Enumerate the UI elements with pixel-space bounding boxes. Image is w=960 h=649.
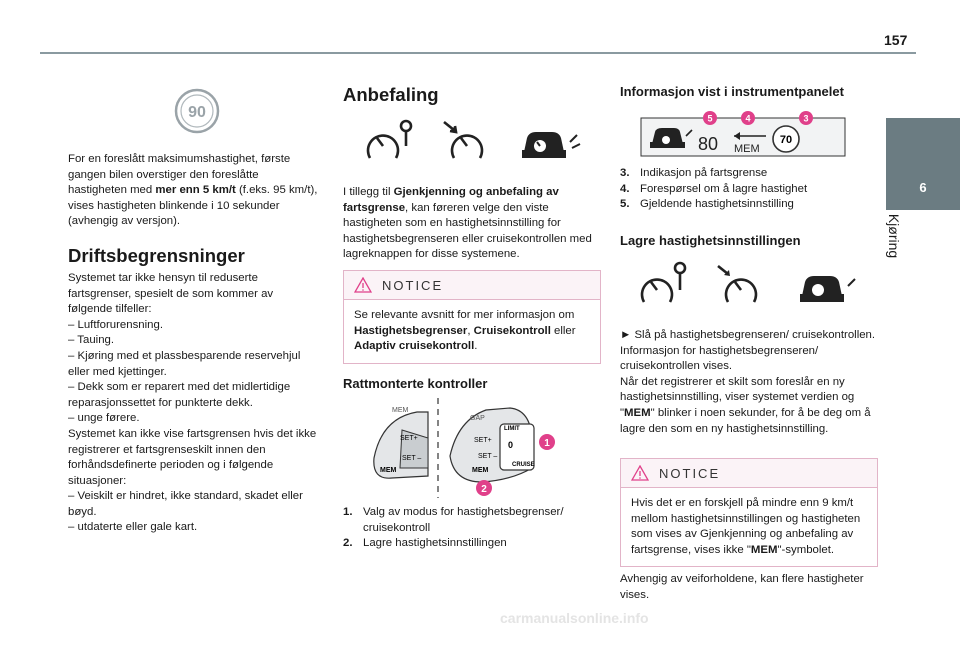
list-item-number: 5. [620, 198, 630, 211]
instruction-paragraph [620, 328, 880, 344]
text-run: eller [550, 324, 576, 337]
list-item-text: Valg av modus for hastighetsbegrenser/ cruisekontroll [363, 506, 564, 534]
svg-text:3: 3 [803, 113, 809, 124]
right-stalk-diagram [450, 408, 535, 482]
text-run: "-symbolet. [777, 543, 835, 556]
svg-text:MEM: MEM [472, 467, 489, 474]
svg-text:SET+: SET+ [400, 435, 418, 442]
svg-text:4: 4 [745, 113, 751, 124]
callout-1-badge [539, 434, 555, 450]
recommendation-icons [364, 118, 584, 168]
list-item-number: 2. [343, 537, 353, 550]
limitation-line: – Tauing. [68, 334, 115, 347]
subheading-rattmonterte-kontroller: Rattmonterte kontroller [343, 376, 488, 391]
notice-body [344, 300, 600, 363]
subheading-informasjon: Informasjon vist i instrumentpanelet [620, 84, 844, 99]
bold-text: Hastighetsbegrenser [354, 324, 468, 337]
column-2-body [343, 185, 601, 263]
notice-box-2 [620, 458, 878, 567]
closing-paragraph: Avhengig av veiforholdene, kan flere hastigheter vises. [620, 573, 864, 601]
column-1 [68, 152, 318, 536]
chapter-title: Kjøring [886, 213, 903, 259]
svg-text:90: 90 [188, 104, 206, 121]
notice-title: NOTICE [659, 465, 721, 481]
callout-3-badge [799, 111, 813, 125]
list-item [620, 197, 880, 213]
list-item-text: Forespørsel om å lagre hastighet [640, 182, 808, 195]
column-2 [343, 84, 601, 106]
instruction-paragraph [620, 344, 880, 375]
list-item-text: Indikasjon på fartsgrense [640, 167, 768, 179]
svg-text:1: 1 [544, 438, 550, 449]
speed-limiter-icon [368, 121, 411, 158]
save-speed-icons [640, 260, 860, 310]
limitations-list [68, 271, 318, 536]
bold-text: MEM [750, 543, 778, 556]
list-item-number: 4. [620, 182, 630, 195]
footer-watermark: carmanualsonline.info [500, 610, 649, 626]
intro-paragraph [68, 152, 318, 230]
text-run: Når det registrerer et skilt som foreslår en ny hastighetsinnstilling, viser systemet verdien og " [620, 375, 855, 419]
text-run: Se relevante avsnitt for mer informasjon om [354, 309, 575, 321]
svg-text:MEM: MEM [392, 407, 409, 414]
limitation-line: – unge førere. [68, 412, 140, 425]
adaptive-cruise-icon [522, 132, 580, 158]
cruise-control-icon [444, 122, 482, 158]
bold-text: MEM [624, 406, 651, 419]
svg-text:SET+: SET+ [474, 437, 492, 444]
header-rule [40, 52, 916, 54]
limitation-line: – Luftforurensning. [68, 318, 163, 331]
notice-title: NOTICE [382, 277, 444, 293]
bold-text: Adaptiv cruisekontroll [354, 340, 475, 353]
limitation-line: – Dekk som er reparert med det midlertidige reparasjonssettet for punkterte dekk. [68, 381, 291, 409]
svg-text:MEM: MEM [734, 143, 760, 155]
svg-text:CRUISE: CRUISE [512, 462, 535, 468]
bold-text: mer enn 5 km/t [155, 184, 236, 197]
controls-legend [343, 505, 601, 552]
svg-text:0: 0 [508, 440, 514, 450]
limitation-line: – Veiskilt er hindret, ikke standard, skadet eller bøyd. [68, 490, 303, 518]
text-run: Informasjon for hastighetsbegrenseren/ cruisekontrollen vises. [620, 344, 819, 373]
svg-text:SET –: SET – [402, 455, 422, 462]
instruction-paragraph [620, 375, 880, 437]
text-run: . [474, 340, 478, 353]
list-item [343, 505, 601, 536]
list-item [343, 536, 601, 552]
subheading-lagre: Lagre hastighetsinnstillingen [620, 233, 801, 248]
save-instructions [620, 328, 880, 437]
text-run: (f.eks. 95 km/t), vises hastigheten blinkende i 10 sekunder (avhengig av versjon). [68, 184, 318, 228]
text-run: , [467, 324, 474, 337]
svg-text:SET –: SET – [478, 453, 498, 460]
notice-box-1 [343, 270, 601, 364]
callout-2-badge [476, 480, 492, 496]
text-run: Hvis det er en forskjell på mindre enn 9 km/t mellom hastighetsinnstillingen og hastigheten som vises av Gjenkjenning og anbefaling av fartsgrense, vises ikke " [631, 497, 861, 556]
speed-limit-icon [174, 88, 220, 134]
list-item-text: Lagre hastighetsinnstillingen [363, 537, 507, 550]
instrument-panel-display [640, 110, 846, 158]
svg-text:2: 2 [481, 484, 487, 495]
bold-text: Gjenkjenning og anbefaling av fartsgrense [343, 186, 559, 214]
list-item-number: 3. [620, 167, 630, 179]
list-item [620, 166, 880, 182]
svg-text:80: 80 [698, 134, 719, 154]
list-item-text: Gjeldende hastighetsinnstilling [640, 198, 794, 211]
svg-text:70: 70 [779, 134, 793, 146]
svg-text:5: 5 [707, 113, 713, 124]
callout-5-badge [703, 111, 717, 125]
list-item [620, 182, 880, 198]
limitation-line: Systemet tar ikke hensyn til reduserte fartsgrenser, spesielt de som kommer av følgende tilfeller: [68, 271, 274, 316]
panel-legend [620, 166, 880, 213]
text-run: , kan føreren velge den viste hastigheten som en hastighetsinnstilling for hastighetsbegrenseren eller cruisekontrollen med lagreknappen for disse systemene. [343, 201, 592, 261]
section-heading-anbefaling: Anbefaling [343, 84, 439, 105]
limitation-line: Systemet kan ikke vise fartsgrensen hvis det ikke registrerer et fartsgrenseskilt innen den forhåndsdefinerte perioden og i følgende situasjoner: [68, 427, 317, 487]
list-item-number: 1. [343, 506, 353, 518]
text-run: For en foreslått maksimumshastighet, første gangen bilen overstiger den foreslåtte hastigheten med [68, 153, 291, 197]
svg-text:GAP: GAP [470, 415, 485, 422]
callout-4-badge [741, 111, 755, 125]
steering-controls-diagram [362, 398, 582, 498]
notice-body [621, 488, 877, 566]
warning-icon [631, 465, 649, 481]
limitation-line: – Kjøring med et plassbesparende reservehjul eller med kjettinger. [68, 349, 301, 378]
text-run: I tillegg til [343, 186, 394, 198]
left-stalk-diagram [374, 407, 428, 478]
recommendation-paragraph [343, 185, 601, 263]
limitation-line: – utdaterte eller gale kart. [68, 521, 198, 534]
page-number: 157 [884, 32, 908, 48]
section-heading-driftsbegrensninger: Driftsbegrensninger [68, 244, 245, 266]
text-run: " blinker i noen sekunder, for å be deg om å lagre den som en ny hastighetsinnstilling. [620, 406, 871, 435]
chapter-tab[interactable]: 6 [886, 118, 960, 210]
warning-icon [354, 277, 372, 293]
text-run: ► Slå på hastighetsbegrenseren/ cruisekontrollen. [620, 329, 876, 341]
svg-text:LIMIT: LIMIT [504, 426, 520, 432]
svg-text:MEM: MEM [380, 467, 397, 474]
bold-text: Cruisekontroll [473, 324, 551, 337]
